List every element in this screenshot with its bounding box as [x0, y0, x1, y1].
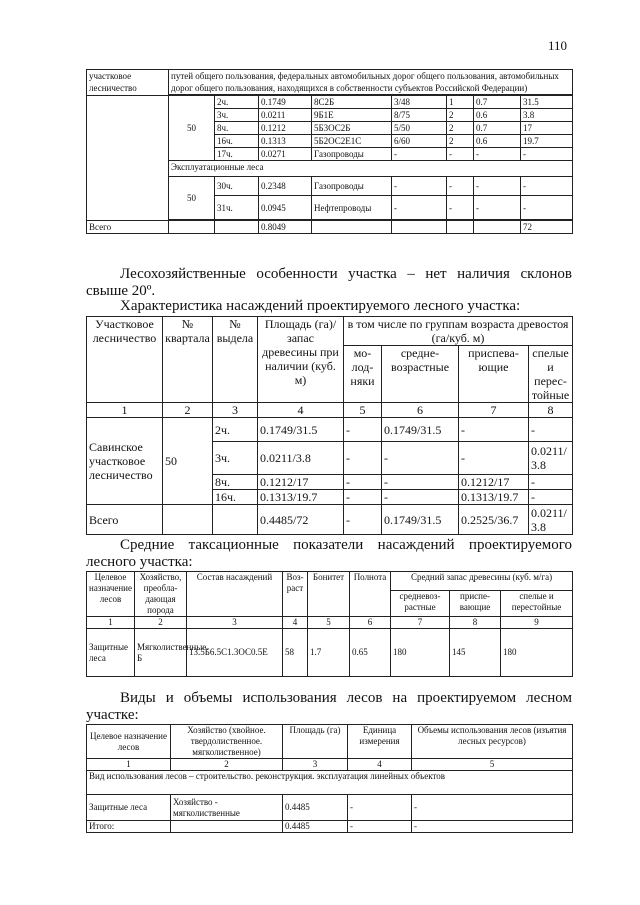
table-cell: 31.5: [521, 96, 573, 109]
table-cell: 0.6: [474, 109, 521, 122]
paragraph-line: лесного участка:: [86, 554, 193, 570]
total-stock: 72: [521, 221, 573, 234]
table-cell: 0.4485: [283, 795, 348, 821]
forestry-cell: участковое лесничество: [87, 70, 169, 96]
table-cell: Нефтепроводы: [312, 196, 392, 220]
table-cell: -: [447, 177, 474, 196]
total-label: Всего: [87, 505, 163, 535]
table-cell: 1: [447, 96, 474, 109]
header-area: Площадь (га)/ запас древесины при наличии (куб. м): [258, 317, 344, 403]
column-number: 4: [348, 759, 412, 771]
taxation-paragraph: [86, 537, 572, 571]
table-cell: -: [344, 442, 382, 475]
table-cell: 8ч.: [213, 475, 258, 490]
table-cell: -: [529, 475, 573, 490]
table-cell: 0.1313/19.7: [258, 490, 344, 505]
header-composition: Состав насаждений: [187, 572, 283, 617]
table-cell: 2ч.: [215, 96, 259, 109]
header-farm: Хозяйство, преобла-дающая порода: [135, 572, 187, 617]
table-cell: 0.0271: [259, 148, 312, 161]
total-middle: 0.1749/31.5: [382, 505, 459, 535]
table-cell: -: [412, 821, 573, 833]
table-cell: 0.1313: [259, 135, 312, 148]
table-cell: -: [521, 177, 573, 196]
paragraph-line: Средние таксационные показатели насаждений проектируемого: [120, 537, 572, 553]
column-number: 5: [344, 403, 382, 418]
table-cell: -: [392, 177, 447, 196]
slope-paragraph: [86, 266, 572, 300]
quarter-number: 50: [169, 177, 215, 220]
stands-table: [86, 316, 573, 535]
column-number: 5: [308, 617, 350, 629]
table-cell: -: [447, 196, 474, 220]
table-cell: 31ч.: [215, 196, 259, 220]
table-cell: 17: [521, 122, 573, 135]
header-plot: № выдела: [213, 317, 258, 403]
table-cell: 0.65: [350, 629, 391, 677]
table-cell: 8/75: [392, 109, 447, 122]
header-quarter: № квартала: [163, 317, 213, 403]
table-cell: 3/48: [392, 96, 447, 109]
header-middle-aged: средневоз-растные: [391, 591, 450, 617]
table-cell: 3ч.: [213, 442, 258, 475]
total-area: 0.4485/72: [258, 505, 344, 535]
table-cell: -: [529, 490, 573, 505]
header-volume: Объемы использования лесов (изъятия лесных ресурсов): [412, 725, 573, 759]
column-number: 5: [412, 759, 573, 771]
column-number: 1: [87, 759, 171, 771]
table-cell: 0.7: [474, 96, 521, 109]
table-cell: 8ч.: [215, 122, 259, 135]
header-bonitet: Бонитет: [308, 572, 350, 617]
header-purpose: Целевое назначение лесов: [87, 725, 171, 759]
taxation-table: [86, 571, 573, 677]
table-cell: -: [348, 821, 412, 833]
table-cell: 0.2348: [259, 177, 312, 196]
column-number: 7: [391, 617, 450, 629]
table-cell: [171, 821, 283, 833]
table-cell: 180: [501, 629, 573, 677]
table-cell: 2: [447, 135, 474, 148]
table-cell: -: [447, 148, 474, 161]
heading-text: Характеристика насаждений проектируемого лесного участка:: [120, 298, 521, 314]
header-stock: Средний запас древесины (куб. м/га): [391, 572, 573, 591]
table-cell: 1.7: [308, 629, 350, 677]
table-cell: 6/60: [392, 135, 447, 148]
table-cell: 19.7: [521, 135, 573, 148]
total-premature: 0.2525/36.7: [459, 505, 529, 535]
table-cell: -: [474, 148, 521, 161]
table-cell: 2: [447, 122, 474, 135]
table-cell: -: [382, 490, 459, 505]
table-cell: 145: [450, 629, 501, 677]
header-unit: Единица измерения: [348, 725, 412, 759]
table-cell: -: [474, 177, 521, 196]
header-density: Полнота: [350, 572, 391, 617]
paragraph-line: участке:: [86, 707, 139, 723]
column-number: 6: [350, 617, 391, 629]
table-cell: -: [344, 490, 382, 505]
column-number: 3: [187, 617, 283, 629]
header-premature: приспева-ющие: [459, 346, 529, 403]
table-cell: 58: [283, 629, 308, 677]
table-cell: 180: [391, 629, 450, 677]
section-heading: [120, 298, 572, 315]
table-cell: 0.1212: [259, 122, 312, 135]
paragraph-line: Виды и объемы использования лесов на проектируемом лесном: [120, 690, 572, 706]
header-mature: спелые и перес-тойные: [529, 346, 573, 403]
total-label: Итого:: [87, 821, 171, 833]
table-cell: 0.0211/3.8: [258, 442, 344, 475]
table-cell: 3ч.: [215, 109, 259, 122]
quarter-number: 50: [169, 96, 215, 161]
table-cell: 2ч.: [213, 418, 258, 442]
usage-paragraph: [86, 690, 572, 724]
table-cell: 5Б3ОС2Б: [312, 122, 392, 135]
allotment-table: [86, 69, 573, 234]
table-cell: 0.0211: [259, 109, 312, 122]
table-cell: -: [382, 442, 459, 475]
table-cell: 5Б2ОС2Е1С: [312, 135, 392, 148]
table-cell: 0.1212/17: [459, 475, 529, 490]
table-cell: -: [344, 418, 382, 442]
page-number: 110: [548, 38, 568, 53]
table-cell: 0.6: [474, 135, 521, 148]
table-cell: 2: [447, 109, 474, 122]
table-cell: Газопроводы: [312, 148, 392, 161]
table-cell: 16ч.: [213, 490, 258, 505]
header-forestry: Участковое лесничество: [87, 317, 163, 403]
table-cell: -: [348, 795, 412, 821]
table-cell: -: [521, 196, 573, 220]
table-cell: Хозяйство - мягколиственные: [171, 795, 283, 821]
column-number: 2: [135, 617, 187, 629]
column-number: 4: [258, 403, 344, 418]
table-cell: 13.5Б6.5С1.3ОС0.5Е: [187, 629, 283, 677]
table-cell: 0.1749/31.5: [382, 418, 459, 442]
column-number: 1: [87, 617, 135, 629]
column-number: 8: [529, 403, 573, 418]
table-cell: 0.1749/31.5: [258, 418, 344, 442]
table-cell: Защитные леса: [87, 795, 171, 821]
table-cell: Мягколиственные. Б: [135, 629, 187, 677]
forestry-name: Савинское участковое лесничество: [87, 418, 163, 505]
usage-type-row: Вид использования лесов – строительство. реконструкция. эксплуатация линейных объектов: [87, 771, 573, 795]
table-cell: -: [392, 148, 447, 161]
table-cell: Газопроводы: [312, 177, 392, 196]
quarter-number: 50: [163, 418, 213, 505]
header-mature: спелые и перестойные: [501, 591, 573, 617]
table-cell: 0.1212/17: [258, 475, 344, 490]
total-label: Всего: [87, 221, 169, 234]
row-description: путей общего пользования, федеральных автомобильных дорог общего пользования, автомобильных дорог общего пользования, находящихся в собственности субъектов Российской Федерации): [169, 70, 573, 95]
total-area: 0.8049: [259, 221, 312, 234]
header-age-groups: в том числе по группам возраста древостоя (га/куб. м): [344, 317, 573, 346]
column-number: 4: [283, 617, 308, 629]
table-cell: 0.0211/ 3.8: [529, 442, 573, 475]
table-cell: 16ч.: [215, 135, 259, 148]
column-number: 8: [450, 617, 501, 629]
table-cell: -: [459, 418, 529, 442]
table-cell: 0.1313/19.7: [459, 490, 529, 505]
total-young: -: [344, 505, 382, 535]
table-cell: 0.7: [474, 122, 521, 135]
header-purpose: Целевое назначение лесов: [87, 572, 135, 617]
total-mature: 0.0211/ 3.8: [529, 505, 573, 535]
column-number: 9: [501, 617, 573, 629]
exploitation-forests-label: Эксплуатационные леса: [169, 161, 573, 177]
table-cell: -: [459, 442, 529, 475]
column-number: 2: [171, 759, 283, 771]
column-number: 6: [382, 403, 459, 418]
paragraph-line: Лесохозяйственные особенности участка – нет наличия склонов: [120, 266, 572, 282]
table-cell: -: [529, 418, 573, 442]
column-number: 2: [163, 403, 213, 418]
table-cell: 17ч.: [215, 148, 259, 161]
usage-table: [86, 724, 573, 833]
column-number: 3: [213, 403, 258, 418]
table-cell: 5/50: [392, 122, 447, 135]
header-middle-aged: средне-возрастные: [382, 346, 459, 403]
column-number: 3: [283, 759, 348, 771]
table-cell: -: [344, 475, 382, 490]
header-area: Площадь (га): [283, 725, 348, 759]
table-cell: -: [474, 196, 521, 220]
header-young: мо-лод-няки: [344, 346, 382, 403]
table-cell: 30ч.: [215, 177, 259, 196]
table-cell: 8С2Б: [312, 96, 392, 109]
table-cell: -: [412, 795, 573, 821]
table-cell: -: [392, 196, 447, 220]
table-cell: 0.0945: [259, 196, 312, 220]
table-cell: 3.8: [521, 109, 573, 122]
table-cell: Защитные леса: [87, 629, 135, 677]
table-cell: -: [521, 148, 573, 161]
column-number: 7: [459, 403, 529, 418]
table-cell: -: [382, 475, 459, 490]
table-cell: 9Б1Е: [312, 109, 392, 122]
header-age: Воз-раст: [283, 572, 308, 617]
total-area: 0.4485: [283, 821, 348, 833]
table-cell: 0.1749: [259, 96, 312, 109]
paragraph-line: свыше 20º.: [86, 283, 156, 299]
header-premature: приспе-вающие: [450, 591, 501, 617]
column-number: 1: [87, 403, 163, 418]
header-farm: Хозяйство (хвойное. твердолиственное. мягколиственное): [171, 725, 283, 759]
